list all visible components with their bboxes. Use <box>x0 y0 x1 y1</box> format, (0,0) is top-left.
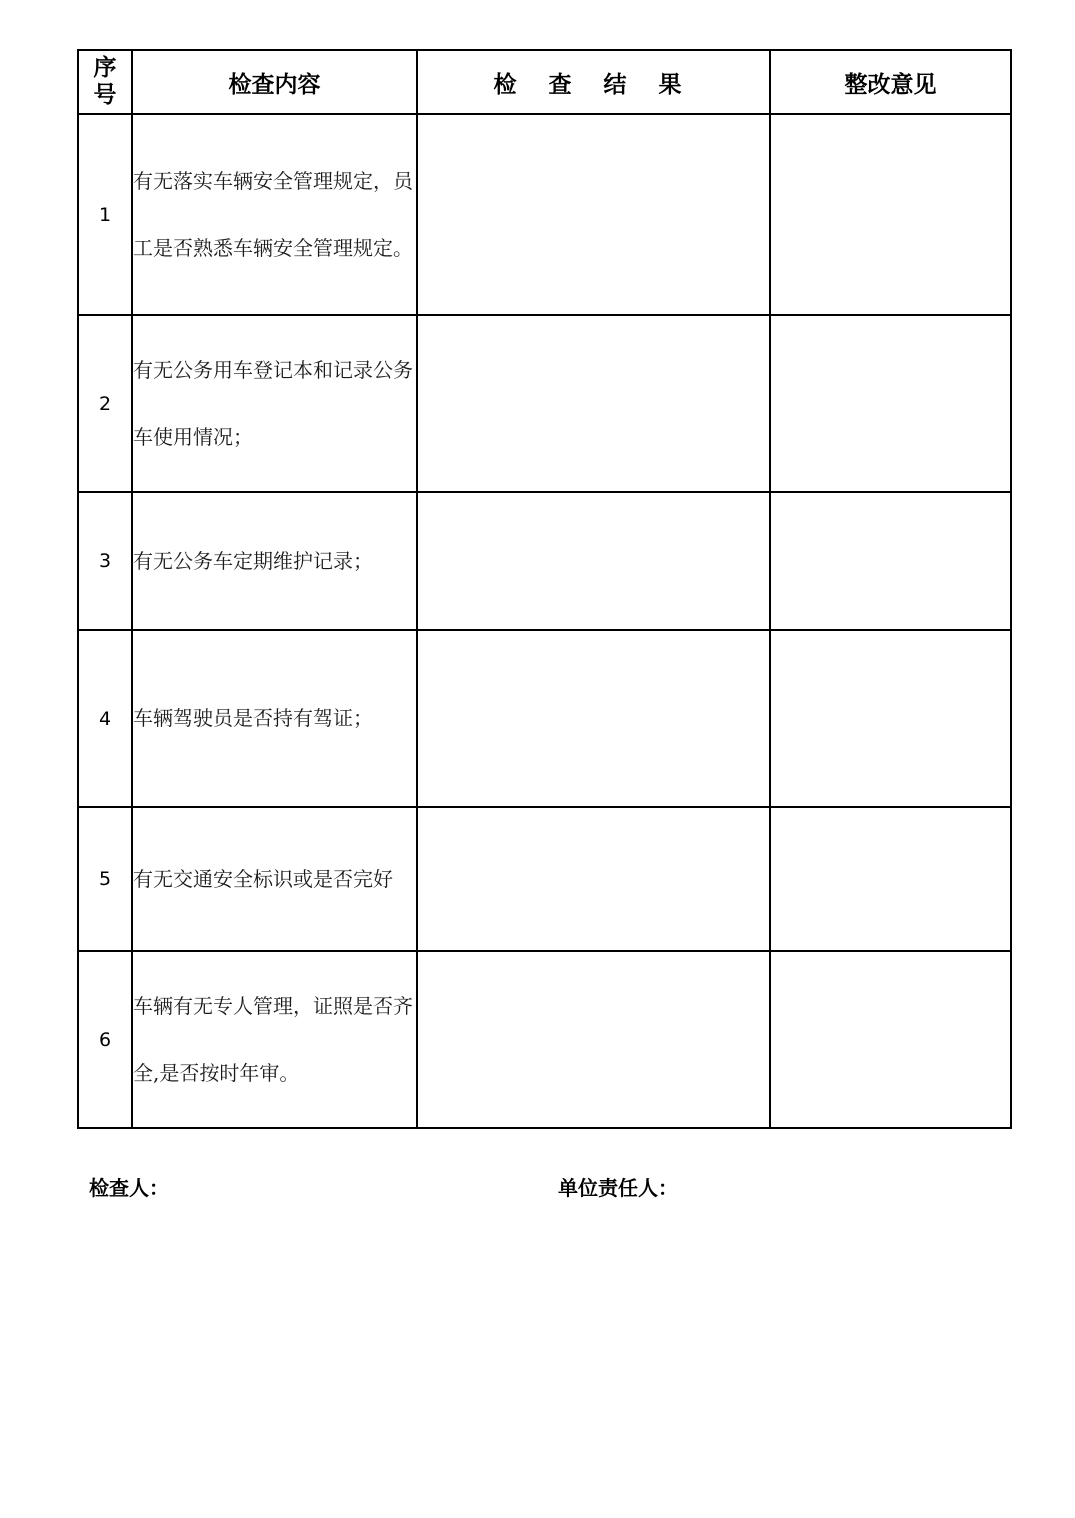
result-cell[interactable] <box>417 492 770 630</box>
advice-cell[interactable] <box>770 951 1011 1128</box>
result-cell[interactable] <box>417 114 770 315</box>
header-seq-line2: 号 <box>93 82 117 108</box>
table-row <box>78 114 1011 315</box>
advice-cell[interactable] <box>770 114 1011 315</box>
row-number: 4 <box>78 630 132 807</box>
check-content: 车辆驾驶员是否持有驾证； <box>132 630 417 807</box>
table-row <box>78 315 1011 492</box>
inspection-table <box>77 49 1012 1129</box>
advice-cell[interactable] <box>770 807 1011 951</box>
check-content: 有无公务车定期维护记录； <box>132 492 417 630</box>
table-row <box>78 807 1011 951</box>
row-number: 3 <box>78 492 132 630</box>
check-content: 有无交通安全标识或是否完好 <box>132 807 417 951</box>
row-number: 1 <box>78 114 132 315</box>
row-number: 5 <box>78 807 132 951</box>
result-cell[interactable] <box>417 315 770 492</box>
result-cell[interactable] <box>417 630 770 807</box>
result-cell[interactable] <box>417 951 770 1128</box>
advice-cell[interactable] <box>770 630 1011 807</box>
header-seq-line1: 序 <box>93 55 117 81</box>
check-content: 车辆有无专人管理，证照是否齐全,是否按时年审。 <box>132 951 417 1128</box>
result-cell[interactable] <box>417 807 770 951</box>
advice-cell[interactable] <box>770 315 1011 492</box>
header-content: 检查内容 <box>132 50 417 114</box>
inspection-sheet <box>77 49 1010 1129</box>
table-row <box>78 630 1011 807</box>
check-content: 有无公务用车登记本和记录公务车使用情况； <box>132 315 417 492</box>
check-content: 有无落实车辆安全管理规定，员工是否熟悉车辆安全管理规定。 <box>132 114 417 315</box>
header-advice: 整改意见 <box>770 50 1011 114</box>
table-row <box>78 951 1011 1128</box>
row-number: 6 <box>78 951 132 1128</box>
inspector-label: 检查人： <box>89 1176 169 1200</box>
responsible-person-label: 单位责任人： <box>558 1176 678 1200</box>
header-seq <box>78 50 132 114</box>
advice-cell[interactable] <box>770 492 1011 630</box>
row-number: 2 <box>78 315 132 492</box>
table-row <box>78 492 1011 630</box>
table-header-row <box>78 50 1011 114</box>
header-result: 检 查 结 果 <box>417 50 770 114</box>
